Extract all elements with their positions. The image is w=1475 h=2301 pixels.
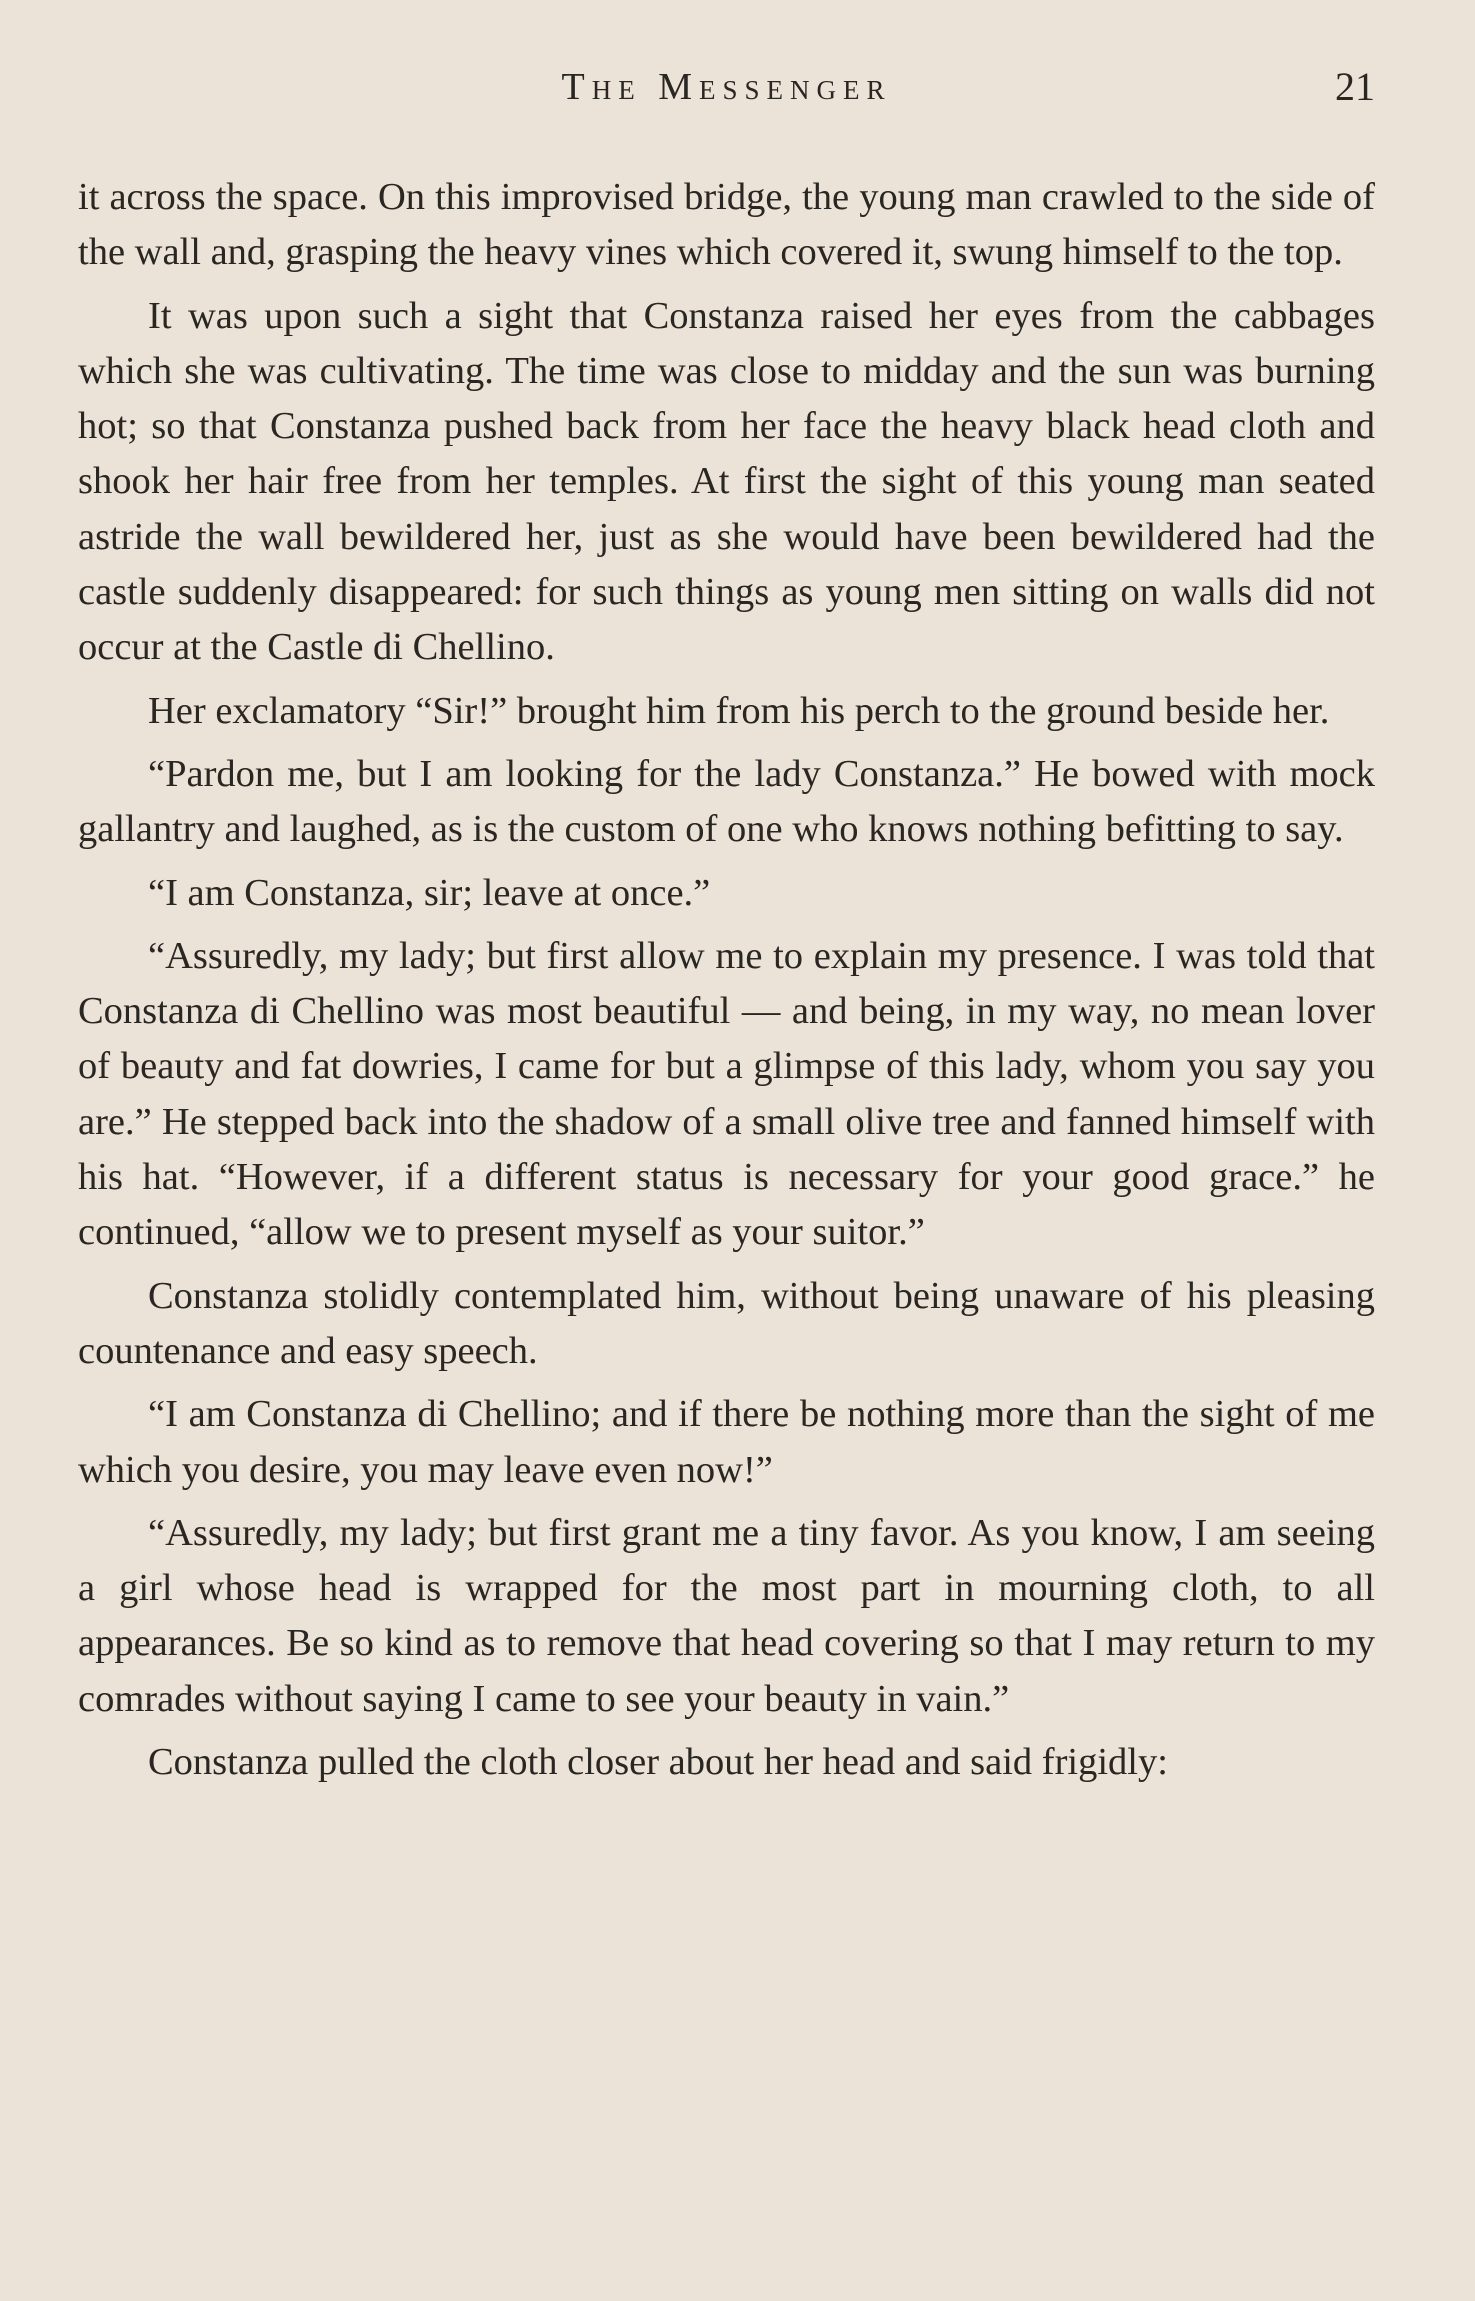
paragraph: Her exclamatory “Sir!” brought him from his perch to the ground beside her. — [148, 689, 1330, 732]
paragraph: “I am Constanza, sir; leave at once.” — [148, 871, 711, 914]
running-head — [78, 62, 1375, 122]
page-number: 21 — [1335, 64, 1375, 109]
paragraph: It was upon such a sight that Constanza raised her eyes from the cabbages which she was cultivating. The time was close to midday and the sun was burning hot; so that Constanza pushed back from her face the heavy black head cloth and shook her hair free from her temples. At first the sight of this young man seated astride the wall bewildered her, just as she would have been bewildered had the castle suddenly disappeared: for such things as young men sitting on walls did not occur at the Castle di Chellino. — [78, 294, 1375, 669]
paragraph: Constanza pulled the cloth closer about her head and said frigidly: — [148, 1741, 1168, 1784]
body-text — [78, 170, 1375, 1798]
paragraph: “Pardon me, but I am looking for the lady Constanza.” He bowed with mock gallantry and laughed, as is the custom of one who knows nothing befitting to say. — [78, 752, 1375, 851]
paragraph: “Assuredly, my lady; but first grant me a tiny favor. As you know, I am seeing a girl whose head is wrapped for the most part in mourning cloth, to all appearances. Be so kind as to remove that head covering so that I may return to my comrades without saying I came to see your beauty in vain.” — [78, 1511, 1375, 1720]
running-title: The Messenger — [561, 66, 892, 108]
paragraph: “I am Constanza di Chellino; and if there be nothing more than the sight of me which you desire, you may leave even now!” — [78, 1393, 1375, 1491]
paragraph: Constanza stolidly contemplated him, without being unaware of his pleasing countenance and easy speech. — [78, 1274, 1375, 1372]
paragraph: “Assuredly, my lady; but first allow me to explain my presence. I was told that Constanza di Chellino was most beautiful — and being, in my way, no mean lover of beauty and fat dowries, I came for but a glimpse of this lady, whom you say you are.” He stepped back into the shadow of a small olive tree and fanned himself with his hat. “However, if a different status is necessary for your good grace.” he continued, “allow we to present myself as your suitor.” — [78, 934, 1375, 1254]
paragraph: it across the space. On this improvised bridge, the young man crawled to the side of the wall and, grasping the heavy vines which covered it, swung himself to the top. — [78, 176, 1375, 274]
